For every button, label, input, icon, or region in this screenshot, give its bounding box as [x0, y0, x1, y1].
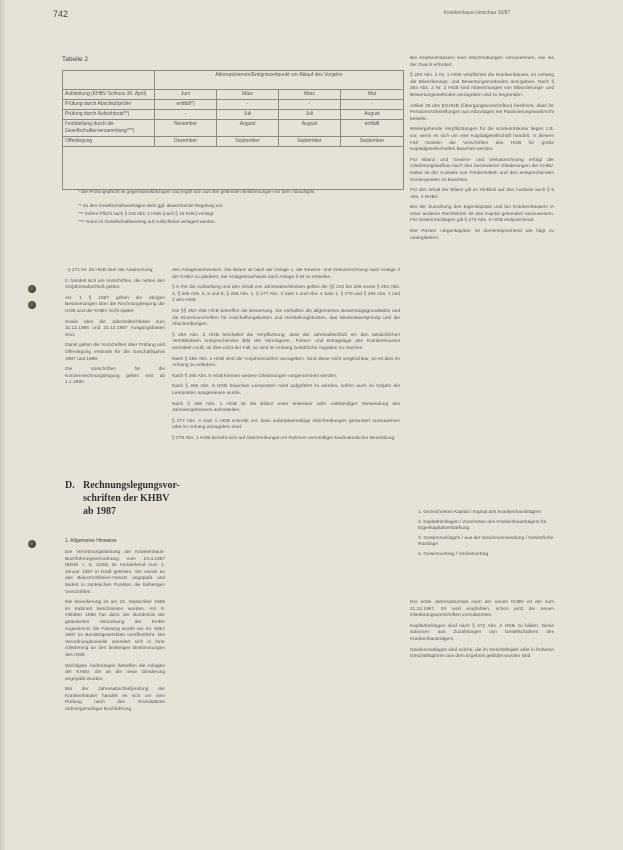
paragraph: Bei Krankenhäusern sind Abschreibungen vorzunehmen, wie sie der Zweck erfordert. — [410, 56, 554, 68]
section-title-line: schriften der KHBV — [83, 493, 170, 504]
table-footnote: **** Kann im Gesellschaftsvertrag auf Aufsichtsrat verlagert werden. — [78, 219, 216, 224]
table-cell: - — [155, 110, 217, 120]
table-header-row — [63, 71, 404, 90]
footnote-cell — [63, 147, 404, 190]
list-item: 3. Gewinnrücklagen / aus der Gewinnverwendung / Gesetzliche Rücklage — [418, 535, 554, 547]
table-cell: August — [217, 120, 279, 137]
paragraph: den Anlagenachweisen. Die Bilanz ist nach der Anlage 1, die Gewinn- und Verlustrechnung nach Anlage 2 der KHBV zu gliedern; der Anlagennachweis nach Anlage 3 ist zu erstellen. — [172, 268, 400, 280]
row-label: Offenlegung — [63, 137, 155, 147]
row-label: Feststellung durch die Gesellschafterversammlung***) — [63, 120, 155, 137]
subsection-heading: 1. Allgemeine Hinweise — [65, 538, 117, 544]
table-row — [63, 100, 404, 110]
table-row — [63, 110, 404, 120]
table-row — [63, 90, 404, 100]
middle-column — [172, 268, 400, 840]
paragraph: Wichtigste Änderungen betreffen die Anlagen der KHBV, die an die neue Gliederung angepaßt wurden. — [65, 663, 165, 682]
table-footnote: *** Sofern Pflicht nach § 316 Abs. 1 HGB (nach § 15 KHG) vorliegt. — [78, 211, 215, 216]
deadline-table — [62, 70, 404, 190]
table-footnote: ** Zu den Gesellschaftsverträgen sieht ggf. abweichende Regelung vor. — [78, 203, 224, 208]
paragraph: Nach § 268 Abs. 1 HGB ist die Bilanz unter teilweiser oder vollständiger Verwendung des Jahresergebnisses aufzustellen. — [172, 401, 400, 414]
paragraph: II. handelt sich um Vorschriften, die neben den Vorjahresabschluß gelten. — [65, 278, 165, 291]
paragraph: § 6 Für die Aufstellung und den Inhalt von Jahresabschlüssen gelten die §§ 242 bis 256 sowie § 264 Abs. 2, § 265 Abs. 2, 5 und 8, § 268 Abs. 1, § 277 Abs. 3 Satz 1 und Abs. 4 Satz 1, § 279 und § 284 Abs. 1 und 2 des HGB. — [172, 285, 400, 304]
paragraph: § 277 Abs. 3 Satz 1 HGB schreibt vor, dass außerplanmäßige Abschreibungen gesondert auszuweisen oder im Anhang anzugeben sind. — [172, 418, 400, 431]
punch-hole — [28, 285, 36, 293]
table-row — [63, 137, 404, 147]
paragraph: Die Vorschriften für die Konzernrechnungslegung gelten erst ab 1.1.1990. — [65, 367, 165, 386]
scan-edge — [0, 0, 6, 850]
table-footnote-row — [63, 147, 404, 190]
table-cell: Juni — [155, 90, 217, 100]
row-label: Aufstellung (KHBV Schluss 30. April) — [63, 90, 155, 100]
section-title-line: ab 1987 — [83, 506, 117, 517]
paragraph: § 284 Abs. 2 Nr. 1 HGB verpflichtet die Krankenhäuser, im Anhang die Bilanzierungs- und Bewertungsmethoden anzugeben. Nach § 284 Abs. 2 Nr. 3 HGB sind Abweichungen von Bilanzierungs- und Bewertungsmethoden anzugeben und zu begründen. — [410, 73, 554, 98]
table-cell: August — [279, 120, 341, 137]
paragraph: Der erste Jahresabschluß nach der neuen KHBV ist der zum 31.12.1987. Es wird empfohlen, schon jetzt die neuen Gliederungsvorschriften vorzubereiten. — [410, 600, 554, 619]
paragraph: Die Verordnungsfassung der Krankenhaus-Buchführungsverordnung vom 24.3.1987 (BGBl. I, S. 1045) ist rückwirkend zum 1. Januar 1987 in Kraft getreten. Sie wurde an das Bilanzrichtlinien-Gesetz angepaßt und ändert in zahlreichen Punkten die bisherigen Vorschriften. — [65, 550, 165, 595]
row-label: Prüfung durch Aufsichtsrat**) — [63, 110, 155, 120]
punch-hole — [28, 540, 36, 548]
paragraph: Damit gelten die Vorschriften über Prüfung und Offenlegung erstmals für die Geschäftsjahre 1987 und 1988. — [65, 343, 165, 362]
paragraph: Bei der Zuordnung des Eigenkapitals und bei Krankenhäusern in einer anderen Rechtsform ist das Kapital gesondert auszuweisen. Für Gewinnrücklagen gilt § 272 Abs. 3 HGB entsprechend. — [410, 205, 554, 224]
paragraph: Bei der Jahresabschlußprüfung der Krankenhäuser handelt es sich um eine Prüfung nach den Grundsätzen ordnungsmäßiger Buchführung. — [65, 687, 165, 713]
paragraph: - § 271 Nr. 26 HGB über die Ausbuchung; — [65, 268, 154, 273]
table-cell: Juli — [279, 110, 341, 120]
table-footnote: * Die Prüfungspflicht ist gegenstandsbezogen und ergibt sich aus den geltenden Bestimmungen vor dem Ablaufsjahr. — [78, 189, 316, 194]
paragraph: Für Bilanz und Gewinn- und Verlustrechnung erfolgt der Gliederungsaufbau nach den besonderen Gliederungen der KHBV. Dabei ist der Ausweis von Fördermitteln und den entsprechenden Sonderposten zu beachten. — [410, 157, 554, 183]
list-item: 4. Gewinnvortrag / Verlustvortrag — [418, 551, 489, 557]
paragraph: Nach § 265 Abs. 5 HGB können weitere Gliederungen vorgenommen werden. — [172, 373, 338, 379]
right-column-bottom — [410, 600, 554, 840]
punch-hole — [28, 301, 36, 309]
table-cell: März — [279, 90, 341, 100]
table-cell: entfällt*) — [155, 100, 217, 110]
table-cell: September — [279, 137, 341, 147]
list-item: 2. Kapitalrücklagen / Zuschüsse des Krankenhausträgers für Eigenkapitalverstärkung — [418, 519, 547, 531]
paragraph: Weitergehende Verpflichtungen für die Krankenhäuser liegen z.B. vor, wenn es sich um eine Kapitalgesellschaft handelt. In diesem Fall müssen die Vorschriften des HGB für große Kapitalgesellschaften beachtet werden. — [410, 127, 554, 153]
table-corner-cell — [63, 71, 155, 90]
running-head: Krankenhaus-Umschau 10/87 — [444, 10, 511, 16]
table-cell: - — [279, 100, 341, 110]
paragraph: Der Posten »Eigenkapital« ist dementsprechend wie folgt zu untergliedern: — [410, 229, 554, 241]
table-cell: entfällt — [341, 120, 404, 137]
section-number: D. — [65, 480, 75, 491]
table-group-header: Alternativtermin/Ereigniszeitpunkt vor Ablauf des Vorjahrs — [155, 71, 404, 90]
paragraph: Für den Inhalt der Bilanz gilt im Hinblick auf den Ausweis auch § 5 Abs. 4 KHBV. — [410, 188, 554, 200]
equity-list — [410, 510, 554, 558]
table-cell: August — [341, 110, 404, 120]
table-title: Tabelle 2 — [62, 56, 89, 63]
table-cell: März — [217, 90, 279, 100]
paragraph: Artikel 28 des EGHGB (Übergangsvorschriften) bestimmt, dass für Pensionsrückstellungen aus Altzusagen ein Passivierungswahlrecht besteht. — [410, 103, 554, 122]
section-title-line: Rechnungslegungsvor- — [83, 480, 180, 491]
table-row — [63, 120, 404, 137]
table-cell: Mai — [341, 90, 404, 100]
table-cell: Dezember — [155, 137, 217, 147]
paragraph: § 264 Abs. 2 HGB beinhaltet die Verpflichtung, dass der Jahresabschluß ein den tatsächlichen Verhältnissen entsprechendes Bild der Vermögens-, Finanz- und Ertragslage des Krankenhauses vermitteln muß. Ist dies nicht der Fall, so sind im Anhang zusätzliche Angaben zu machen. — [172, 332, 400, 351]
paragraph: Art. 1 § 1987 gelten die übrigen Bestimmungen über die Rechnungslegung der HGB und der KHBV nicht später. — [65, 295, 165, 314]
row-label: Prüfung durch Abschlußprüfer — [63, 100, 155, 110]
table-cell: Juli — [217, 110, 279, 120]
paragraph: Kapitalrücklagen sind nach § 272 Abs. 2 HGB zu bilden. Diese stammen aus Zuzahlungen von Gesellschaftern des Krankenhausträgers. — [410, 623, 554, 642]
left-column-bottom — [65, 550, 165, 840]
paragraph: Sowie über die Jahresabschlüsse zum 31.12.1986 und 31.12.1987 Ausgangsbasen sind. — [65, 319, 165, 338]
section-heading — [65, 479, 180, 518]
right-column-top — [410, 56, 554, 506]
table-cell: - — [217, 100, 279, 110]
table-cell: September — [217, 137, 279, 147]
paragraph: Nach § 265 Abs. 8 HGB brauchen Leerposten nicht aufgeführt zu werden, sofern auch im Vorjahr ein Leerposten ausgewiesen wurde. — [172, 384, 400, 396]
paragraph: Die §§ 252–256 HGB betreffen die Bewertung. Sie enthalten die allgemeinen Bewertungsgrundsätze und die Einzelvorschriften für Anschaffungskosten und Herstellungskosten, das Niederstwertprinzip und die Abschreibungen. — [172, 308, 400, 328]
list-item: 1. Gezeichnetes Kapital / Kapital des Krankenhausträgers — [418, 510, 541, 515]
paragraph: Gewinnrücklagen sind solche, die im Geschäftsjahr oder in früheren Geschäftsjahren aus dem Ergebnis gebildet worden sind. — [410, 647, 554, 660]
paragraph: Die Novellierung ist am 22. September 1986 im Kabinett beschlossen worden. Am 8. Oktober 1986 hat dann der Bundesrat der geänderten Verordnung der KHBV zugestimmt; die Fassung wurde am 24. März 1987 im Bundesgesetzblatt veröffentlicht. Die Verordnungsnovelle orientiert sich in ihrer Gliederung an den bisherigen Bestimmungen des HGB. — [65, 600, 165, 658]
table-cell: - — [341, 100, 404, 110]
page-number: 742 — [53, 9, 69, 19]
paragraph: § 279 Abs. 1 HGB bezieht sich auf Abschreibungen im Rahmen vernünftiger kaufmännischer Beurteilung. — [172, 435, 396, 441]
table-cell: November — [155, 120, 217, 137]
table-cell: September — [341, 137, 404, 147]
left-column-top — [65, 268, 165, 468]
paragraph: Nach § 265 Abs. 2 HGB sind die Vorjahreszahlen anzugeben. Sind diese nicht vergleichbar, so ist dies im Anhang zu erläutern. — [172, 356, 400, 369]
